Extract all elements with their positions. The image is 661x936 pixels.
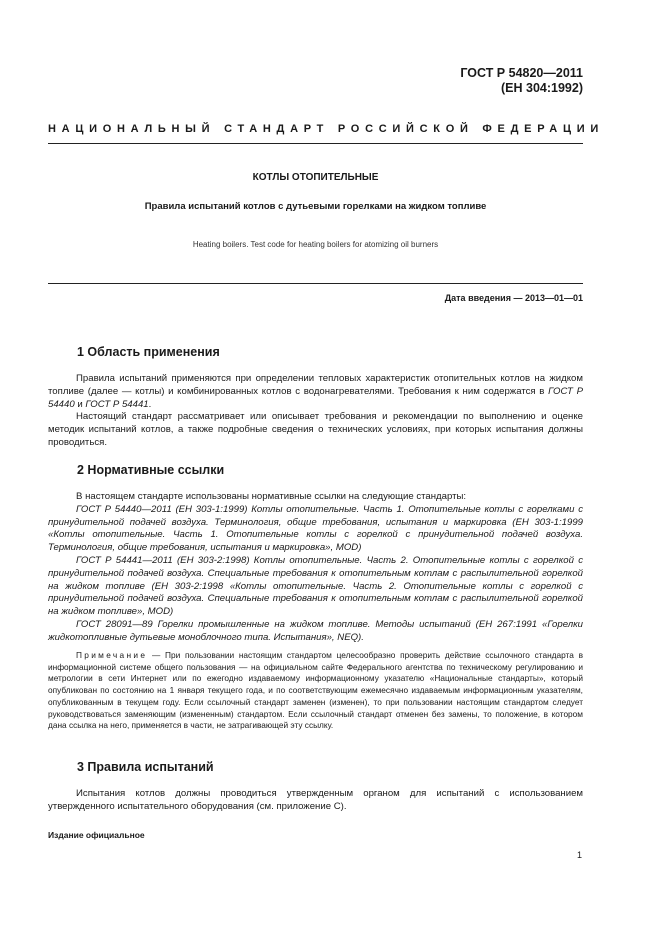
reference-link: ГОСТ Р 54440 [48, 385, 583, 410]
standard-code [460, 66, 583, 96]
section-1-paragraph-2: Настоящий стандарт рассматривает или описывает требования и рекомендации по выполнению и оценке методик испытаний котлов, а также подробные сведения о технических условиях, при которых испытания должны проводиться. [48, 411, 583, 448]
section-3-heading: 3 Правила испытаний [77, 760, 214, 774]
section-1-heading: 1 Область применения [77, 345, 220, 359]
note-label: Примечание [76, 650, 148, 660]
standard-number: ГОСТ Р 54820—2011 [460, 66, 583, 80]
section-3-paragraph-1: Испытания котлов должны проводиться утвержденным органом для испытаний с использованием утвержденного испытательного оборудования (см. приложение С). [48, 788, 583, 812]
effective-date: Дата введения — 2013—01—01 [444, 293, 583, 303]
page-number: 1 [576, 850, 582, 860]
document-title: КОТЛЫ ОТОПИТЕЛЬНЫЕ [252, 172, 379, 183]
note-block [48, 650, 583, 732]
reference-link: ГОСТ Р 54441 [85, 398, 149, 410]
national-standard-banner: НАЦИОНАЛЬНЫЙ СТАНДАРТ РОССИЙСКОЙ ФЕДЕРАЦИИ [48, 123, 604, 135]
section-2-heading: 2 Нормативные ссылки [77, 463, 225, 477]
standard-equivalent: (ЕН 304:1992) [501, 81, 583, 95]
header-rule [48, 143, 583, 144]
reference-item-2: ГОСТ Р 54441—2011 (ЕН 303-2:1998) Котлы отопительные. Часть 2. Отопительные котлы с горелкой с принудительной подачей воздуха. Специальные требования к отопительным котлам с распылительной горелкой на жидком топливе (ЕН 303-2:1998 «Котлы отопительные. Часть 2. Отопительные котлы с горелкой с принудительной подачей воздуха. Специальные требования к отопительным котлам с распылительной горелкой на жидком топливе», MOD) [48, 554, 583, 618]
section-2-intro: В настоящем стандарте использованы нормативные ссылки на следующие стандарты: [76, 491, 467, 502]
reference-item-3: ГОСТ 28091—89 Горелки промышленные на жидком топливе. Методы испытаний (ЕН 267:1991 «Горелки жидкотопливные дутьевые моноблочного типа. Испытания», NEQ). [48, 618, 583, 643]
document-subtitle: Правила испытаний котлов с дутьевыми горелками на жидком топливе [144, 201, 487, 212]
section-1-paragraph-1: Правила испытаний применяются при определении тепловых характеристик отопительных котлов на жидком топливе (далее — котлы) и комбинированных котлов с водонагревателями. Требования к ним содержатся в ГОСТ Р 54440 и ГОСТ Р 54441. [48, 373, 583, 410]
note-text: — При пользовании настоящим стандартом целесообразно проверить действие ссылочного стандарта в информационной системе общего пользования — на официальном сайте Федерального агентства по техническому регулированию и метрологии в сети Интернет или по ежегодно издаваемому информационному указателю «Национальные стандарты», который опубликован по состоянию на 1 января текущего года, и по соответствующим ежемесячно издаваемым информационным указателям, опубликованным в текущем году. Если ссылочный стандарт заменен (изменен), то при пользовании настоящим стандартом следует руководствоваться заменяющим (измененным) стандартом. Если ссылочный стандарт отменен без замены, то положение, в котором дана ссылка на него, применяется в части, не затрагивающей эту ссылку. [48, 650, 583, 731]
section-2-body [48, 491, 583, 645]
section-3-body [48, 788, 583, 814]
english-title: Heating boilers. Test code for heating boilers for atomizing oil burners [192, 240, 439, 249]
title-rule [48, 283, 583, 284]
reference-item-1: ГОСТ Р 54440—2011 (ЕН 303-1:1999) Котлы отопительные. Часть 1. Отопительные котлы с горелками с принудительной подачей воздуха. Терминология, общие требования, испытания и маркировка (ЕН 303-1:1999 «Котлы отопительные. Часть 1. Отопительные котлы с горелкой с принудительной подачей воздуха. Терминология, общие требования, испытания и маркировка», MOD) [48, 503, 583, 554]
edition-label: Издание официальное [48, 830, 145, 840]
section-1-body [48, 373, 583, 450]
